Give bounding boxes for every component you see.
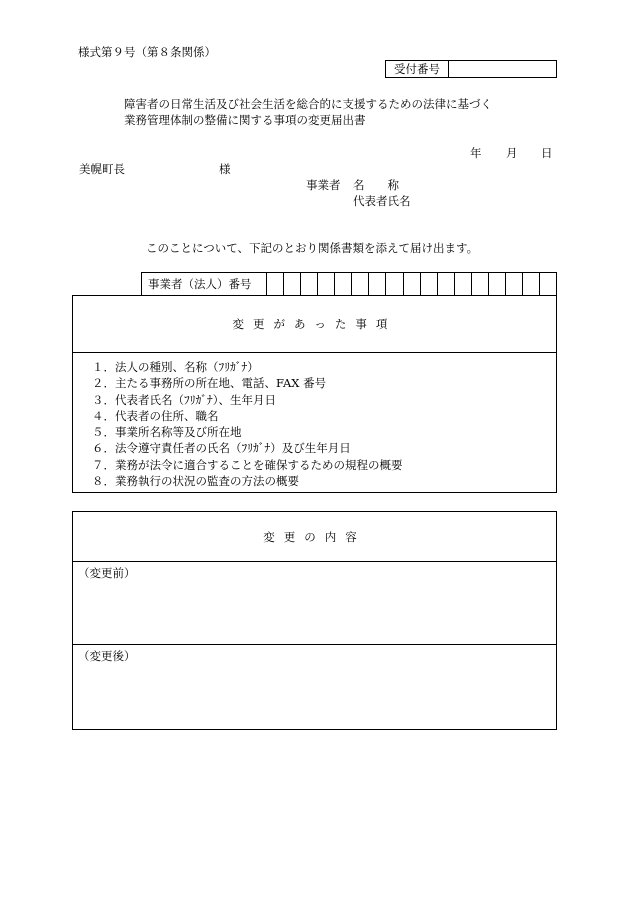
business-number-cell[interactable] <box>386 273 403 295</box>
before-change-label: （変更前） <box>78 566 136 580</box>
statement: このことについて、下記のとおり関係書類を添えて届け出ます。 <box>146 241 479 255</box>
after-change-section[interactable] <box>73 645 556 728</box>
business-number-cells <box>267 273 556 295</box>
receipt-number-box <box>385 60 557 78</box>
receipt-number-label: 受付番号 <box>386 61 449 77</box>
business-number-cell[interactable] <box>301 273 318 295</box>
business-number-cell[interactable] <box>489 273 506 295</box>
business-number-cell[interactable] <box>421 273 438 295</box>
change-item: ４．代表者の住所、職名 <box>92 408 219 423</box>
after-change-label: （変更後） <box>78 649 136 663</box>
business-number-cell[interactable] <box>404 273 421 295</box>
business-number-cell[interactable] <box>455 273 472 295</box>
change-item: ６．法令遵守責任者の氏名（ﾌﾘｶﾞﾅ）及び生年月日 <box>92 441 351 456</box>
change-content-table <box>72 511 557 730</box>
change-item: １．法人の種別、名称（ﾌﾘｶﾞﾅ） <box>92 360 259 374</box>
business-number-row <box>141 272 557 296</box>
addressee-name: 美幌町長 <box>79 162 125 176</box>
title-line-2: 業務管理体制の整備に関する事項の変更届出書 <box>124 113 366 127</box>
change-items-table <box>72 295 557 493</box>
applicant-label: 事業者 <box>306 178 341 192</box>
business-number-cell[interactable] <box>438 273 455 295</box>
business-number-cell[interactable] <box>369 273 386 295</box>
change-item: ７．業務が法令に適合することを確保するための規程の概要 <box>92 457 403 472</box>
date-year-label: 年 <box>470 146 482 160</box>
change-content-header: 変更の内容 <box>73 512 556 562</box>
title-line-1: 障害者の日常生活及び社会生活を総合的に支援するための法律に基づく <box>124 97 492 111</box>
business-number-cell[interactable] <box>267 273 284 295</box>
business-number-cell[interactable] <box>335 273 352 295</box>
representative-name-label: 代表者氏名 <box>353 194 411 208</box>
date-month-label: 月 <box>506 146 518 160</box>
form-number: 様式第９号（第８条関係） <box>78 45 216 59</box>
business-number-cell[interactable] <box>352 273 369 295</box>
change-items-list <box>73 353 556 489</box>
business-number-cell[interactable] <box>472 273 489 295</box>
business-number-cell[interactable] <box>523 273 540 295</box>
business-number-label: 事業者（法人）番号 <box>142 273 267 295</box>
receipt-number-field[interactable] <box>449 61 556 77</box>
business-number-cell[interactable] <box>318 273 335 295</box>
addressee-suffix: 様 <box>219 162 231 176</box>
date-day-label: 日 <box>541 146 553 160</box>
change-item: ２．主たる事務所の所在地、電話、FAX 番号 <box>92 376 327 391</box>
change-item: ８．業務執行の状況の監査の方法の概要 <box>92 474 299 489</box>
change-item: ５．事業所名称等及び所在地 <box>92 425 242 440</box>
business-number-cell[interactable] <box>506 273 523 295</box>
change-item: ３．代表者氏名（ﾌﾘｶﾞﾅ）、生年月日 <box>92 392 276 407</box>
change-items-header: 変更があった事項 <box>73 296 556 353</box>
applicant-name-label: 名 称 <box>353 178 399 192</box>
before-change-section[interactable] <box>73 562 556 645</box>
business-number-cell[interactable] <box>284 273 301 295</box>
business-number-cell[interactable] <box>540 273 556 295</box>
